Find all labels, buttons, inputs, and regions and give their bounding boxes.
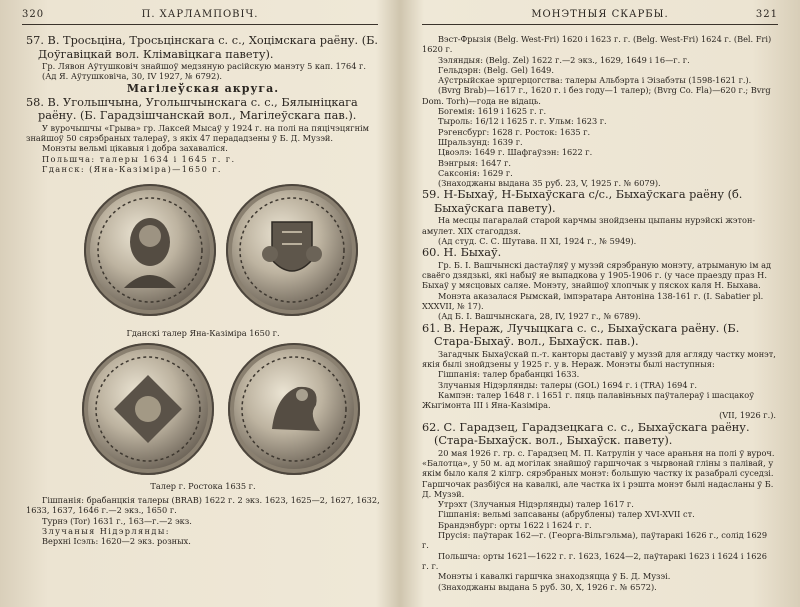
entry-60-text: Гр. Б. І. Вашчынскі дастаўляў у музэй сярэбраную монэту, атрыманую ім ад сваёго дзядзькі, які набыў яе выпадкова у 1905-1906 г. (у часе праезду праз Н. Быхаў у мясцовых саляе. Монэту, знайшоў хлопчык у пяскох каля Н. Быхава. xyxy=(422,259,772,291)
right-running-header xyxy=(422,8,778,25)
right-running-title: МОНЭТНЫЯ СКАРБЫ. xyxy=(531,9,669,20)
coin-list-line: Рэгенсбург: 1628 г. Росток: 1635 г. xyxy=(438,126,591,137)
entry-62-prusia: Прусія: паўтарак 162—г. (Георга-Вільгэльма), паўтаракі 1626 г., солід 1629 г. xyxy=(422,530,768,551)
coin-photo-gdansk xyxy=(26,180,380,326)
entry-58-gdansk: Гданск: (Яна-Казіміра)—1650 г. xyxy=(42,164,222,175)
section-heading: Магілеўская акруга. xyxy=(126,81,280,95)
entry-58-heading: 58. В. Угольшчына, Угольшчынскага с. с., Бялыніцкага раёну. (Б. Гарадзішчанскай вол., Магілеўскага пав.). xyxy=(26,95,358,123)
entry-62-note: Монэты і кавалкі гаршчка знаходзяцца ў Б. Д. Музэі. xyxy=(438,571,671,582)
right-page-number: 321 xyxy=(755,9,778,20)
rostock-obverse-image xyxy=(82,343,214,475)
entry-59-text: На месцы пагаралай старой карчмы знойдзены цыпаны нурэйскі жэтон-амулет. XIX стагоддзя. xyxy=(422,215,756,236)
caption-gdansk-taler: Гданскі талер Яна-Казіміра 1650 г. xyxy=(126,328,280,339)
entry-61-zluch: Злучаныя Нідэрлянды: талеры (GOL) 1694 г. і (TRA) 1694 г. xyxy=(438,379,698,390)
caption-rostock-taler: Талер г. Ростока 1635 г. xyxy=(150,480,256,491)
left-turnai: Турнэ (Tor) 1631 г., 163—г.—2 экз. xyxy=(42,515,192,526)
entry-60-source: (Ад Б. І. Вашчынскага, 28, IV, 1927 г., № 6789). xyxy=(438,311,641,322)
coin-photo-rostock xyxy=(26,343,380,479)
entry-58-note: Монэты вельмі цікавыя і добра захаваліся. xyxy=(42,143,228,154)
left-running-header xyxy=(22,8,378,25)
entry-61-date: (VII, 1926 г.). xyxy=(719,410,776,421)
entry-60-heading: 60. Н. Быхаў. xyxy=(422,246,502,260)
entry-62-heading: 62. С. Гарадзец, Гарадзецкага с. с., Быхаўскага раёну. (Стара-Быхаўск. вол., Быхаўск. павету). xyxy=(422,420,750,448)
left-page-number: 320 xyxy=(22,9,45,20)
coin-list-line: Богемія: 1619 і 1625 г. г. xyxy=(438,106,547,117)
entry-58-polsha: Польшча: талеры 1634 і 1645 г. г. xyxy=(42,153,236,164)
entry-61-text: Загадчык Быхаўскай п.-т. канторы даставіў у музэй для агляду частку монэт, якія былі знойдзены у 1925 г. у в. Нераж. Монэты былі наступныя: xyxy=(422,348,776,369)
coin-list-line: Гельдэрн: (Belg. Gel) 1649. xyxy=(438,64,554,75)
coin-reverse-image xyxy=(226,184,358,316)
entry-57-source: (Ад Я. Аўтушковіча, 30, IV 1927, № 6792). xyxy=(42,71,223,82)
entry-62-text: 20 мая 1926 г. гр. с. Гарадзец М. П. Катрулін у часе араньня на полі ў вуроч. «Балотца», у 50 м. ад могілак знайшоў гаршчочак з чырвонай гліны з палівай, у якім было каля 2 кілгр. сярэбраных монэт: большую частку іх разабралі суседзі. Гаршчочак разбіўся на кавалкі, але частка іх і рэшта монэт былі надасланы ў Б. Д. Музэй. xyxy=(422,447,775,499)
coin-list-line: Саксонія: 1629 г. xyxy=(438,167,513,178)
coin-list-line: Тыроль: 16/12 і 1625 г. г. Ульм: 1623 г. xyxy=(438,116,607,127)
right-page xyxy=(400,0,800,607)
coin-list-line: Зэляндыя: (Belg. Zel) 1622 г.—2 экз., 1629, 1649 і 16—г. г. xyxy=(438,54,690,65)
coin-obverse-image xyxy=(84,184,216,316)
coin-list-line: (Знаходжаны выдана 35 руб. 23, V, 1925 г. № 6079). xyxy=(438,178,661,189)
entry-59-heading: 59. Н-Быхаў, Н-Быхаўскага с/с., Быхаўскага раёну (б. Быхаўскага павету). xyxy=(422,188,743,215)
coin-list-line: Вэст-Фрызія (Belg. West-Fri) 1620 і 1623 г. г. (Belg. West-Fri) 1624 г. (Bel. Fri) 1620 г. xyxy=(422,34,772,55)
entry-61-kampen: Кампэн: талер 1648 г. і 1651 г. пяць палавіньных паўталераў і шасцакоў Жыгімонта III і Яна-Казіміра. xyxy=(422,389,755,411)
entry-62-source: (Знаходжаны выдана 5 руб. 30, X, 1926 г. № 6572). xyxy=(438,581,657,592)
coin-list-line: (Bvrg Brab)—1617 г., 1620 г. і без году—1 талер); (Bvrg Co. Fla)—620 г.; Bvrg Dom. Torh)—года не відаць. xyxy=(422,85,771,106)
entry-61-ispania: Гішпанія: талер брабанцкі 1633. xyxy=(438,369,580,380)
entry-61-heading: 61. В. Нераж, Лучыцкага с. с., Быхаўскага раёну. (Б. Стара-Быхаў. вол., Быхаўск. пав.). xyxy=(422,321,740,349)
entry-62-ispania: Гішпанія: вельмі запсаваны (абрублены) талер XVI-XVII ст. xyxy=(438,509,695,520)
rostock-reverse-image xyxy=(228,343,360,475)
left-ispania: Гішпанія: брабанцкія талеры (BRAB) 1622 г. 2 экз. 1623, 1625—2, 1627, 1632, 1633, 1637, 1646 г.—2 экз., 1650 г. xyxy=(26,494,380,516)
entry-62-polsha: Польшча: орты 1621—1622 г. г. 1623, 1624—2, паўтаракі 1623 і 1624 і 1626 г. г. xyxy=(422,550,767,571)
entry-62-brand: Брандэнбург: орты 1622 і 1624 г. г. xyxy=(438,519,592,530)
coin-list-line: Аўстрыйскае эрцгерцогства: талеры Альбэрта і Эізабэты (1598-1621 г.). xyxy=(438,75,752,86)
left-zluch: Злучаныя Нідэрлянды: xyxy=(42,525,170,536)
entry-58-text: У вурочышчы «Грыва» гр. Лаксей Мысаў у 1924 г. на полі на пяцічэцягнім знайшоў 50 сярэбраных талераў, з якіх 47 перададзены ў Б. Д. Музэй. xyxy=(26,122,370,144)
coin-list-line: Цвоэлэ: 1649 г. Шафгаўзэн: 1622 г. xyxy=(438,147,593,158)
left-verkh: Верхні Ісэль: 1620—2 экз. розных. xyxy=(42,536,191,547)
left-running-title: П. ХАРЛАМПОВІЧ. xyxy=(141,9,259,20)
left-column xyxy=(26,34,380,546)
entry-57-text: Гр. Лявон Аўтушковіч знайшоў медзяную расійскую манэту 5 кап. 1764 г. xyxy=(42,61,366,71)
entry-62-utrecht: Утрэхт (Злучаныя Нідэрлянды) талер 1617 г. xyxy=(438,499,634,510)
entry-57-heading: 57. В. Тросьціна, Тросьцінскага с. с., Хоцімскага раёну. (Б. Доўгавіцкай вол. Клімавіцкага павету). xyxy=(26,34,379,61)
entry-59-source: (Ад студ. С. С. Шутава. II XI, 1924 г., № 5949). xyxy=(438,236,637,247)
right-column xyxy=(422,34,776,592)
entry-60-note: Монэта аказалася Рымскай, імпэратара Антоніна 138-161 г. (I. Sabatier pl. XXXVII, № 17). xyxy=(422,290,764,312)
coin-list-line: Вэнгрыя: 1647 г. xyxy=(438,157,511,168)
coin-list-line: Шральзунд: 1639 г. xyxy=(438,136,523,147)
